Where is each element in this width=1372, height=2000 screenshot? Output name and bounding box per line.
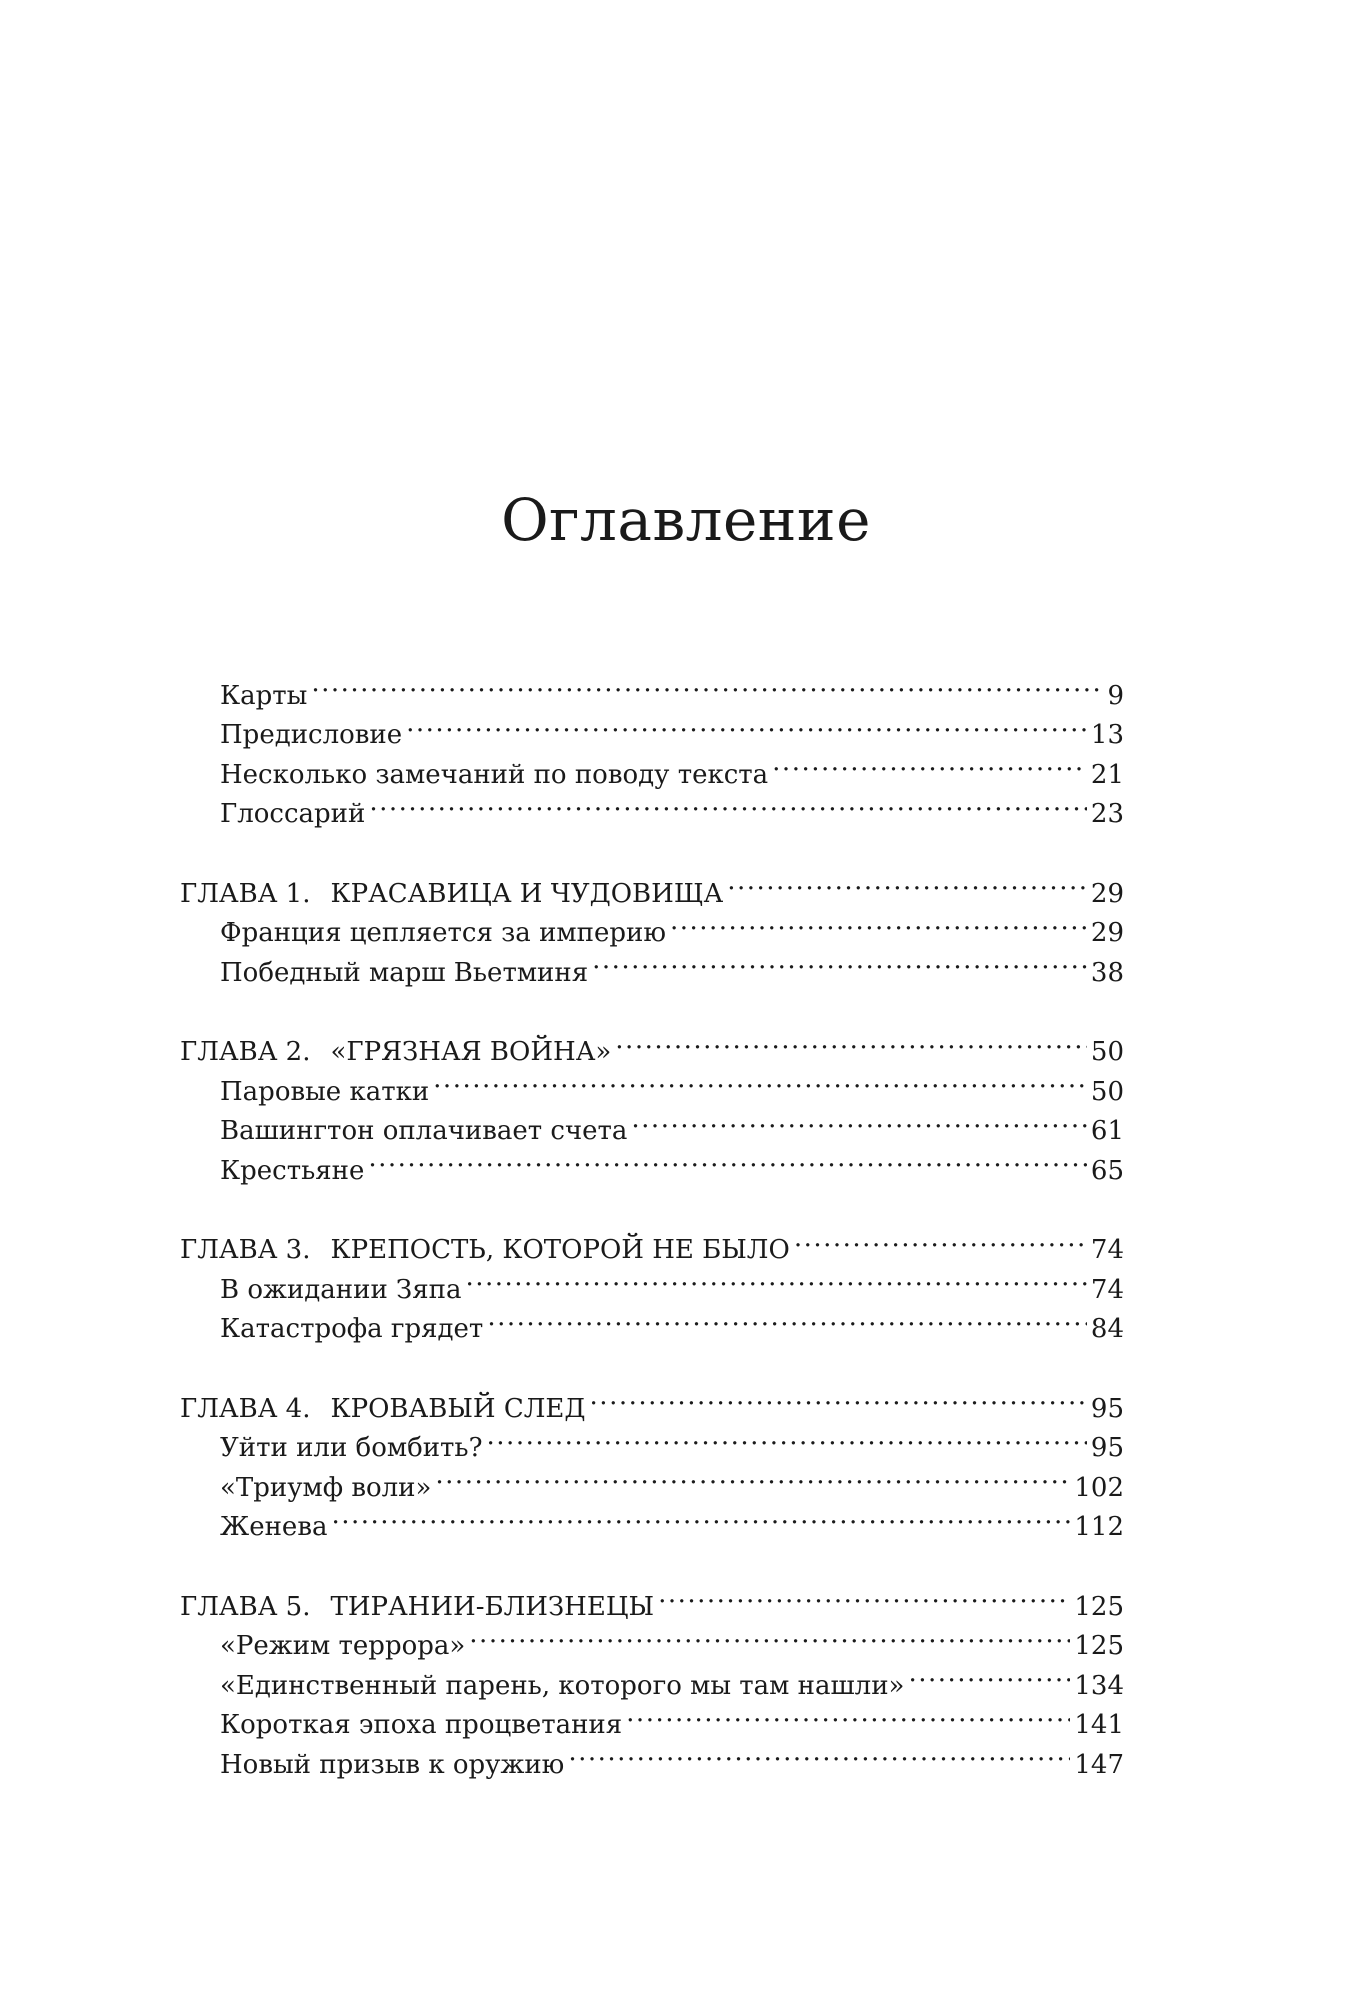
dot-leader	[311, 664, 1103, 704]
dot-leader	[615, 1021, 1087, 1061]
toc-page-number: 13	[1090, 720, 1124, 750]
toc-page-number: 95	[1090, 1393, 1124, 1424]
dot-leader	[368, 1139, 1087, 1179]
toc-entry-label: Победный марш Вьетминя	[220, 957, 589, 988]
toc-entry-label: Глоссарий	[220, 799, 366, 829]
dot-leader	[369, 783, 1087, 823]
toc-page-number: 23	[1090, 799, 1124, 829]
dot-leader	[465, 1258, 1086, 1298]
dot-leader	[794, 1219, 1087, 1259]
toc-entry-label: Несколько замечаний по поводу текста	[220, 759, 769, 790]
toc-page-number: 50	[1090, 1076, 1124, 1107]
dot-leader	[487, 1417, 1087, 1457]
toc-entry-label: Уйти или бомбить?	[220, 1433, 483, 1463]
dot-leader	[590, 1377, 1087, 1417]
dot-leader	[626, 1694, 1070, 1734]
chapter-title: ТИРАНИИ-БЛИЗНЕЦЫ	[330, 1591, 655, 1622]
toc-entry-label: Женева	[220, 1512, 328, 1542]
toc-entry-maps[interactable]	[180, 664, 1124, 711]
toc-entry-label: Карты	[220, 680, 308, 711]
chapter-number: ГЛАВА 4.	[180, 1393, 311, 1424]
chapter-number: ГЛАВА 2.	[180, 1037, 311, 1067]
dot-leader	[631, 1100, 1087, 1140]
chapter-number: ГЛАВА 3.	[180, 1235, 311, 1265]
toc-page-number: 95	[1090, 1433, 1124, 1463]
dot-leader	[670, 902, 1087, 942]
chapter-title: КРЕПОСТЬ, КОТОРОЙ НЕ БЫЛО	[330, 1235, 790, 1265]
toc-chapter-4[interactable]	[180, 1377, 1124, 1424]
dot-leader	[435, 1456, 1070, 1496]
dot-leader	[727, 862, 1087, 902]
toc-entry-label: «Триумф воли»	[220, 1472, 432, 1503]
toc-entry-label: В ожидании Зяпа	[220, 1274, 462, 1305]
dot-leader	[658, 1575, 1070, 1615]
toc-page-number: 21	[1090, 759, 1124, 790]
toc-page-number: 61	[1090, 1116, 1124, 1146]
toc-page-number: 102	[1074, 1472, 1124, 1503]
dot-leader	[568, 1733, 1070, 1773]
toc-page-number: 141	[1074, 1710, 1124, 1740]
toc-page-number: 29	[1090, 878, 1124, 909]
toc-entry-label: «Единственный парень, которого мы там нашли»	[220, 1670, 905, 1701]
toc-entry-label: Предисловие	[220, 720, 403, 750]
toc-entry-label: Короткая эпоха процветания	[220, 1710, 623, 1740]
dot-leader	[406, 704, 1087, 744]
toc-chapter-5[interactable]	[180, 1575, 1124, 1622]
chapter-title: «ГРЯЗНАЯ ВОЙНА»	[330, 1037, 612, 1067]
toc-chapter-1[interactable]	[180, 862, 1124, 909]
toc-page-number: 147	[1074, 1749, 1124, 1780]
dot-leader	[772, 743, 1087, 783]
dot-leader	[433, 1060, 1087, 1100]
toc-entry-label: Франция цепляется за империю	[220, 918, 666, 948]
chapter-title: КРОВАВЫЙ СЛЕД	[330, 1393, 586, 1424]
toc-chapter-label	[180, 875, 723, 915]
toc-entry-label: Катастрофа грядет	[220, 1314, 484, 1344]
toc-page-number: 134	[1074, 1670, 1124, 1701]
toc-entry-label: Паровые катки	[220, 1076, 430, 1107]
toc-entry-label: Крестьяне	[220, 1155, 365, 1186]
dot-leader	[908, 1654, 1070, 1694]
toc-page-number: 74	[1090, 1235, 1124, 1265]
toc-chapter-3[interactable]	[180, 1219, 1124, 1265]
chapter-number: ГЛАВА 5.	[180, 1591, 311, 1622]
toc-entry-preface[interactable]	[180, 704, 1124, 750]
chapter-number: ГЛАВА 1.	[180, 878, 311, 909]
page-title: Оглавление	[501, 485, 871, 554]
toc-chapter-2[interactable]	[180, 1021, 1124, 1067]
dot-leader	[592, 941, 1087, 981]
dot-leader	[331, 1496, 1070, 1536]
toc-page-number: 9	[1107, 680, 1124, 711]
toc-page-number: 84	[1090, 1314, 1124, 1344]
toc-entry-label: Новый призыв к оружию	[220, 1749, 565, 1780]
table-of-contents	[180, 664, 1124, 1780]
toc-page-number: 112	[1074, 1512, 1124, 1542]
toc-page-number: 29	[1090, 918, 1124, 948]
toc-page-number: 74	[1090, 1274, 1124, 1305]
toc-page-number: 125	[1074, 1591, 1124, 1622]
toc-page-number: 65	[1090, 1155, 1124, 1186]
toc-page-number: 38	[1090, 957, 1124, 988]
chapter-title: КРАСАВИЦА И ЧУДОВИЩА	[330, 878, 724, 909]
dot-leader	[469, 1615, 1070, 1655]
toc-page-number: 125	[1074, 1631, 1124, 1661]
toc-entry-label: «Режим террора»	[220, 1631, 466, 1661]
toc-entry-label: Вашингтон оплачивает счета	[220, 1116, 628, 1146]
dot-leader	[487, 1298, 1087, 1338]
toc-page-number: 50	[1090, 1037, 1124, 1067]
